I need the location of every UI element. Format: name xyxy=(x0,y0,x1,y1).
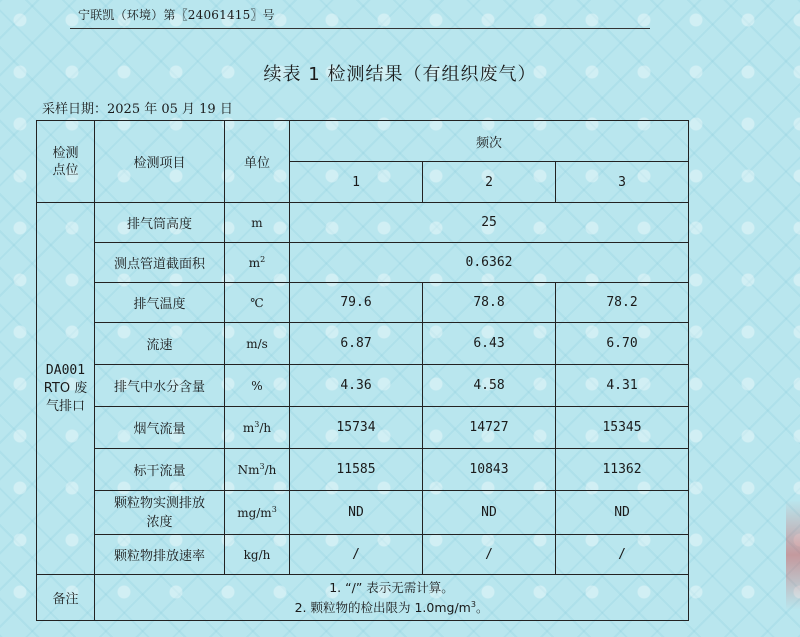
freq-2: 2 xyxy=(423,162,556,203)
header-unit: 单位 xyxy=(225,121,290,203)
point-line-1: DA001 xyxy=(45,362,86,378)
header-frequency: 频次 xyxy=(290,121,689,162)
freq-1: 1 xyxy=(290,162,423,203)
header-point-label: 检测点位 xyxy=(52,145,79,178)
unit-cell: m xyxy=(225,203,290,243)
value-3: 4.31 xyxy=(556,365,689,407)
page-title: 续表 1 检测结果（有组织废气） xyxy=(263,64,537,85)
note-2: 2. 颗粒物的检出限为 $1.0mg/m^3$。 xyxy=(294,599,489,615)
item-cell: 烟气流量 xyxy=(95,407,225,449)
header-item: 检测项目 xyxy=(95,121,225,203)
table-row xyxy=(37,449,689,491)
table-row xyxy=(37,365,689,407)
point-line-2: RTO 废 xyxy=(43,380,88,396)
item-cell: 排气筒高度 xyxy=(95,203,225,243)
header-point xyxy=(37,121,95,203)
value-1: 15734 xyxy=(290,407,423,449)
value-2: 4.58 xyxy=(423,365,556,407)
table-row xyxy=(37,491,689,535)
value-merged: 25 xyxy=(290,203,689,243)
value-2: 78.8 xyxy=(423,283,556,323)
value-2: 14727 xyxy=(423,407,556,449)
unit-cell: kg/h xyxy=(225,535,290,575)
value-3: 11362 xyxy=(556,449,689,491)
value-merged: 0.6362 xyxy=(290,243,689,283)
value-2: ND xyxy=(423,491,556,535)
notes-label: 备注 xyxy=(37,575,95,621)
table-row xyxy=(37,283,689,323)
unit-cell: m/s xyxy=(225,323,290,365)
table-row xyxy=(37,407,689,449)
value-2: 6.43 xyxy=(423,323,556,365)
sampling-point xyxy=(37,203,95,575)
item-cell: 颗粒物排放速率 xyxy=(95,535,225,575)
value-3: 6.70 xyxy=(556,323,689,365)
unit-cell: Nm$^3$/h xyxy=(225,449,290,491)
value-1: 11585 xyxy=(290,449,423,491)
header-rule xyxy=(70,28,650,29)
value-1: ND xyxy=(290,491,423,535)
item-cell: 排气中水分含量 xyxy=(95,365,225,407)
value-2: 10843 xyxy=(423,449,556,491)
value-1: 79.6 xyxy=(290,283,423,323)
value-2: / xyxy=(423,535,556,575)
item-cell: 测点管道截面积 xyxy=(95,243,225,283)
table-row xyxy=(37,203,689,243)
value-1: / xyxy=(290,535,423,575)
unit-cell: % xyxy=(225,365,290,407)
value-1: 4.36 xyxy=(290,365,423,407)
unit-cell: ℃ xyxy=(225,283,290,323)
point-line-3: 气排口 xyxy=(45,398,85,414)
notes-row xyxy=(37,575,689,621)
table-header-row xyxy=(37,121,689,162)
note-1: 1. “/” 表示无需计算。 xyxy=(329,579,454,595)
unit-cell: $m^2$ xyxy=(225,243,290,283)
freq-3: 3 xyxy=(556,162,689,203)
unit-cell: $mg/m^3$ xyxy=(225,491,290,535)
value-3: 15345 xyxy=(556,407,689,449)
item-line-2: 浓度 xyxy=(146,514,173,530)
item-cell: 排气温度 xyxy=(95,283,225,323)
document-number: 宁联凯（环境）第〖24061415〗号 xyxy=(78,8,275,22)
item-cell: 标干流量 xyxy=(95,449,225,491)
value-3: ND xyxy=(556,491,689,535)
red-seal-edge xyxy=(786,500,800,610)
table-row xyxy=(37,535,689,575)
unit-cell: $m^3/h$ xyxy=(225,407,290,449)
notes-content xyxy=(95,575,689,621)
sample-date: 采样日期：2025 年 05 月 19 日 xyxy=(42,102,233,117)
item-line-1: 颗粒物实测排放 xyxy=(113,495,205,511)
value-3: 78.2 xyxy=(556,283,689,323)
value-1: 6.87 xyxy=(290,323,423,365)
results-table xyxy=(36,120,689,621)
item-cell xyxy=(95,491,225,535)
table-row xyxy=(37,243,689,283)
table-row xyxy=(37,323,689,365)
value-3: / xyxy=(556,535,689,575)
item-cell: 流速 xyxy=(95,323,225,365)
